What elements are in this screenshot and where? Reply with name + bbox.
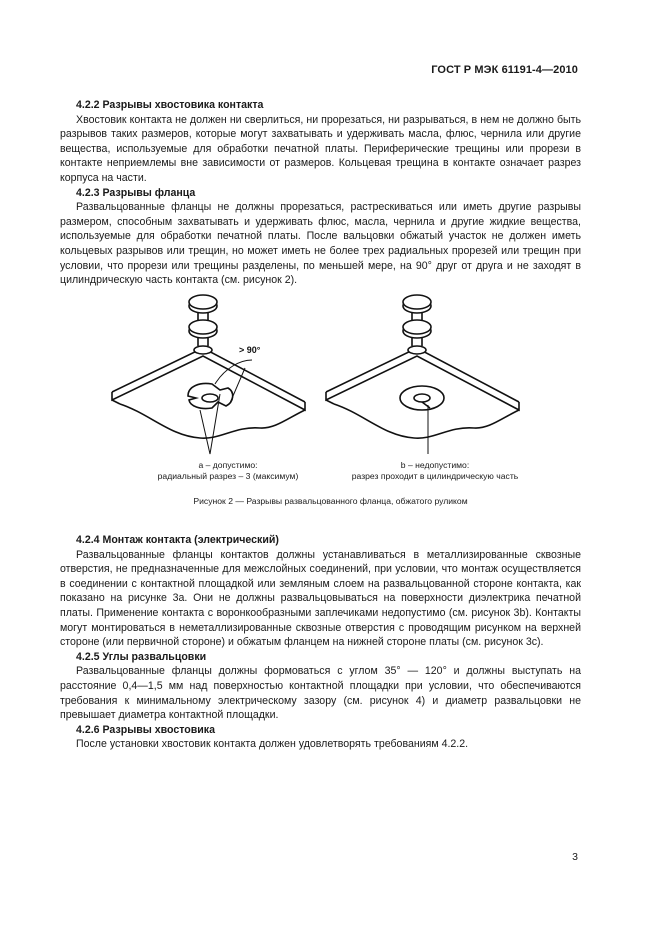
paragraph: Развальцованные фланцы контактов должны устанавливаться в металлизированные сквозные отверстия, не предназначенные для межслойных соединений, при условии, что монтаж осуществляется в соединении с контактной площадкой или земляным слоем на развальцованной стороне контакта, как показано на рисунке 3а. Они не должны развальцовываться на поверхности диэлектрика печатной платы. Применение контакта с воронкообразными заплечиками недопустимо (см. рисунок 3b). Контакты могут монтироваться в неметаллизированные сквозные отверстия с проводящим рисунком на верхней стороне (или первичной стороне) и обжатым фланцем на нижней стороне платы (см. рисунок 3с). — [60, 548, 581, 649]
paragraph: Хвостовик контакта не должен ни сверлиться, ни прорезаться, ни разрываться, в нем не должно быть разрывов таких размеров, которые могут захватывать и удерживать масла, флюс, чернила или другие вещества, используемые для обработки печатной платы. Периферические трещины или прорези в контакте неприемлемы вне зависимости от размеров. Кольцевая трещина в контакте означает разрез корпуса на части. — [60, 113, 581, 184]
page-number: 3 — [572, 851, 578, 863]
right-caption: b – недопустимо: разрез проходит в цилиндрическую часть — [351, 460, 519, 481]
right-diagram — [326, 295, 519, 454]
paragraph: Развальцованные фланцы не должны прорезаться, растрескиваться или иметь другие разрывы размером, способным захватывать и удерживать флюс, масла, чернила и другие жидкие вещества, используемые для обработки печатной платы. После вальцовки обжатый участок не должен иметь кольцевых разрывов или трещин, но может иметь не более трех радиальных прорезей или трещин при условии, что прорези или трещины разделены, по меньшей мере, на 90° друг от друга и не заходят в цилиндрическую часть контакта (см. рисунок 2). — [60, 201, 581, 287]
section-heading: 4.2.3 Разрывы фланца — [76, 186, 196, 199]
figure-2 — [60, 288, 581, 520]
section-heading: 4.2.6 Разрывы хвостовика — [76, 723, 215, 736]
paragraph: После установки хвостовик контакта должен удовлетворять требованиям 4.2.2. — [76, 738, 469, 751]
section-4-2-2-4-2-3 — [60, 98, 581, 288]
figure-2-drawing — [60, 288, 581, 488]
angle-label: > 90° — [239, 345, 261, 355]
section-heading: 4.2.4 Монтаж контакта (электрический) — [76, 534, 279, 546]
paragraph: Развальцованные фланцы должны формоваться с углом 35° — 120° и должны выступать на расстояние 0,4—1,5 мм над поверхностью контактной площадки при условии, что обеспечиваются требования к минимальному электрическому зазору (см. рисунок 4) и диаметр развальцовки не превышает диаметра контактной площадки. — [60, 665, 581, 722]
left-caption: a – допустимо: радиальный разрез – 3 (максимум) — [157, 460, 299, 481]
figure-caption: Рисунок 2 — Разрывы развальцованного фланца, обжатого руликом — [193, 496, 468, 506]
section-4-2-4-4-2-6 — [60, 533, 581, 752]
left-diagram — [112, 295, 305, 454]
section-heading: 4.2.2 Разрывы хвостовика контакта — [76, 99, 264, 111]
document-id: ГОСТ Р МЭК 61191-4—2010 — [431, 64, 578, 76]
section-heading: 4.2.5 Углы развальцовки — [76, 650, 207, 663]
